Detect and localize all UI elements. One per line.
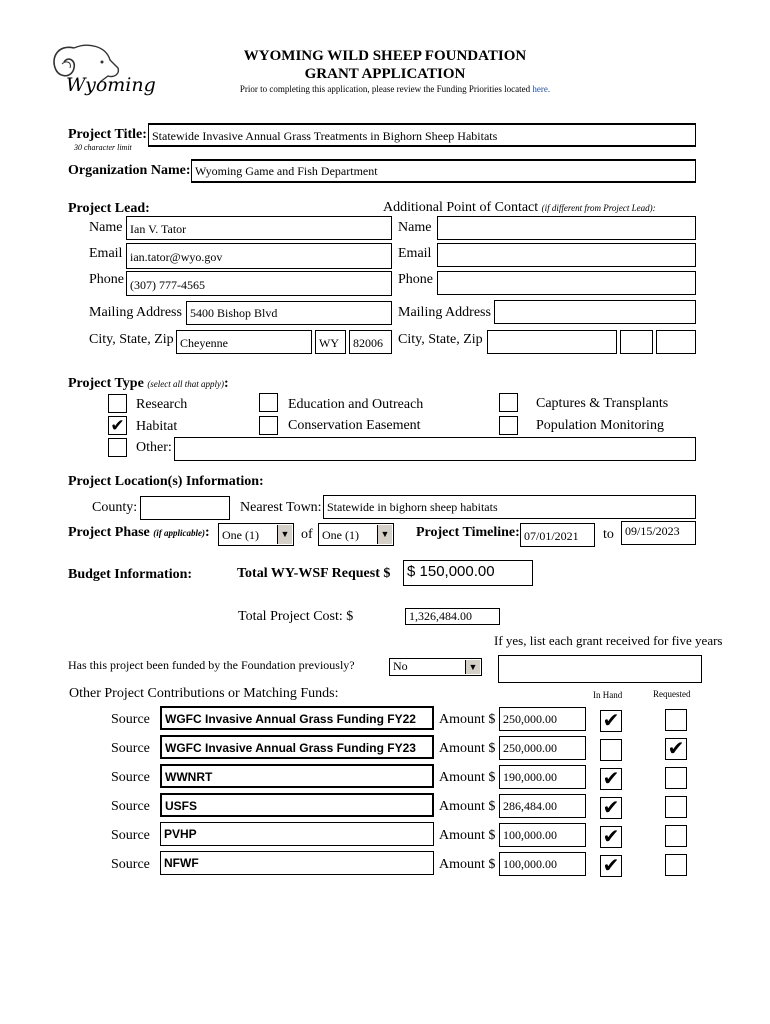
education-checkbox[interactable]: [259, 393, 278, 412]
requested-checkbox[interactable]: [665, 767, 687, 789]
other-input[interactable]: [174, 437, 696, 461]
source-label: Source: [111, 741, 150, 756]
title-line-1: WYOMING WILD SHEEP FOUNDATION: [243, 48, 527, 64]
additional-contact-label: Additional Point of Contact: [383, 200, 539, 215]
amount-label: Amount $: [439, 712, 496, 727]
contact-phone-label: Phone: [398, 272, 433, 287]
contact-email-label: Email: [398, 246, 432, 261]
dropdown-arrow-icon[interactable]: ▼: [377, 525, 392, 544]
project-type-hint: (select all that apply): [147, 379, 225, 389]
funded-question: Has this project been funded by the Foundation previously?: [68, 658, 355, 672]
in-hand-checkbox[interactable]: ✔: [600, 855, 622, 877]
requested-header: Requested: [653, 689, 691, 699]
source-label: Source: [111, 712, 150, 727]
subtitle: [0, 84, 770, 94]
project-lead-label: Project Lead:: [68, 201, 150, 216]
requested-checkbox[interactable]: [665, 709, 687, 731]
source-input[interactable]: USFS: [160, 793, 434, 817]
source-input[interactable]: WGFC Invasive Annual Grass Funding FY23: [160, 735, 434, 759]
amount-input[interactable]: 100,000.00: [499, 823, 586, 847]
funded-previously-value: No: [393, 659, 408, 673]
project-type-colon: :: [224, 376, 229, 391]
phase-current-value: One (1): [222, 528, 259, 542]
organization-input[interactable]: Wyoming Game and Fish Department: [191, 159, 696, 183]
monitoring-label: Population Monitoring: [536, 418, 664, 433]
amount-label: Amount $: [439, 770, 496, 785]
dropdown-arrow-icon[interactable]: ▼: [277, 525, 292, 544]
contact-mailing-input[interactable]: [494, 300, 696, 324]
of-label: of: [301, 527, 313, 542]
requested-checkbox[interactable]: [665, 825, 687, 847]
amount-input[interactable]: 286,484.00: [499, 794, 586, 818]
project-title-label: Project Title:: [68, 127, 147, 142]
requested-checkbox[interactable]: [665, 796, 687, 818]
amount-label: Amount $: [439, 828, 496, 843]
lead-city-label: City, State, Zip: [89, 332, 174, 347]
county-label: County:: [92, 500, 138, 515]
amount-input[interactable]: 190,000.00: [499, 765, 586, 789]
amount-label: Amount $: [439, 741, 496, 756]
funding-priorities-link[interactable]: here.: [532, 84, 551, 94]
source-label: Source: [111, 828, 150, 843]
contact-name-label: Name: [398, 220, 432, 235]
easement-label: Conservation Easement: [288, 418, 421, 433]
contact-phone-input[interactable]: [437, 271, 696, 295]
phase-total-select[interactable]: [318, 523, 394, 546]
contact-city-label: City, State, Zip: [398, 332, 483, 347]
in-hand-header: In Hand: [593, 690, 623, 700]
project-phase-heading: [68, 525, 210, 541]
project-title-input[interactable]: Statewide Invasive Annual Grass Treatments in Bighorn Sheep Habitats: [148, 123, 696, 147]
source-input[interactable]: WGFC Invasive Annual Grass Funding FY22: [160, 706, 434, 730]
lead-state-input[interactable]: WY: [315, 330, 346, 354]
timeline-end-input[interactable]: 09/15/2023: [621, 521, 696, 545]
character-limit-hint: 30 character limit: [74, 143, 132, 152]
subtitle-text: Prior to completing this application, please review the Funding Priorities located: [239, 84, 533, 94]
in-hand-checkbox[interactable]: [600, 739, 622, 761]
lead-mailing-label: Mailing Address: [89, 305, 182, 320]
total-cost-input[interactable]: 1,326,484.00: [405, 608, 500, 625]
lead-name-label: Name: [89, 220, 123, 235]
timeline-label: Project Timeline:: [416, 525, 520, 540]
project-phase-hint: (if applicable): [153, 528, 205, 538]
lead-phone-label: Phone: [89, 272, 124, 287]
location-label: Project Location(s) Information:: [68, 474, 264, 489]
project-type-label: Project Type: [68, 376, 144, 391]
easement-checkbox[interactable]: [259, 416, 278, 435]
lead-zip-input[interactable]: 82006: [349, 330, 392, 354]
contact-state-input[interactable]: [620, 330, 653, 354]
research-label: Research: [136, 397, 188, 412]
habitat-checkbox[interactable]: ✔: [108, 416, 127, 435]
project-phase-label: Project Phase: [68, 525, 150, 540]
to-label: to: [603, 527, 614, 542]
contact-email-input[interactable]: [437, 243, 696, 267]
monitoring-checkbox[interactable]: [499, 416, 518, 435]
lead-email-label: Email: [89, 246, 123, 261]
budget-label: Budget Information:: [68, 567, 193, 582]
captures-label: Captures & Transplants: [536, 396, 669, 411]
wsf-request-label: Total WY-WSF Request $: [237, 566, 391, 581]
source-label: Source: [111, 799, 150, 814]
contact-zip-input[interactable]: [656, 330, 696, 354]
additional-contact-hint: (if different from Project Lead):: [541, 203, 656, 213]
title-line-2: GRANT APPLICATION: [304, 66, 466, 82]
amount-input[interactable]: 250,000.00: [499, 707, 586, 731]
dropdown-arrow-icon[interactable]: ▼: [465, 660, 480, 674]
captures-checkbox[interactable]: [499, 393, 518, 412]
source-input[interactable]: PVHP: [160, 822, 434, 846]
other-label: Other:: [136, 440, 172, 455]
nearest-town-input[interactable]: Statewide in bighorn sheep habitats: [323, 495, 696, 519]
page-title: [0, 47, 770, 83]
in-hand-checkbox[interactable]: ✔: [600, 826, 622, 848]
requested-checkbox[interactable]: ✔: [665, 738, 687, 760]
contact-name-input[interactable]: [437, 216, 696, 240]
amount-input[interactable]: 100,000.00: [499, 852, 586, 876]
in-hand-checkbox[interactable]: ✔: [600, 710, 622, 732]
other-checkbox[interactable]: [108, 438, 127, 457]
project-phase-colon: :: [205, 525, 210, 540]
habitat-label: Habitat: [136, 419, 178, 434]
additional-contact-heading: [383, 200, 656, 216]
research-checkbox[interactable]: [108, 394, 127, 413]
organization-label: Organization Name:: [68, 163, 191, 178]
county-input[interactable]: [140, 496, 230, 520]
project-type-heading: [68, 376, 229, 392]
in-hand-checkbox[interactable]: ✔: [600, 768, 622, 790]
in-hand-checkbox[interactable]: ✔: [600, 797, 622, 819]
amount-label: Amount $: [439, 857, 496, 872]
amount-input[interactable]: 250,000.00: [499, 736, 586, 760]
source-label: Source: [111, 857, 150, 872]
lead-email-input[interactable]: ian.tator@wyo.gov: [126, 243, 392, 269]
source-label: Source: [111, 770, 150, 785]
phase-current-select[interactable]: [218, 523, 294, 546]
requested-checkbox[interactable]: [665, 854, 687, 876]
grants-list-label: If yes, list each grant received for five years: [494, 633, 723, 648]
source-input[interactable]: NFWF: [160, 851, 434, 875]
lead-name-input[interactable]: Ian V. Tator: [126, 216, 392, 240]
source-input[interactable]: WWNRT: [160, 764, 434, 788]
grants-list-input[interactable]: [498, 655, 702, 683]
phase-total-value: One (1): [322, 528, 359, 542]
total-cost-label: Total Project Cost: $: [238, 609, 354, 624]
nearest-town-label: Nearest Town:: [240, 500, 322, 515]
lead-mailing-input[interactable]: 5400 Bishop Blvd: [186, 301, 392, 325]
wsf-request-input[interactable]: $ 150,000.00: [403, 560, 533, 586]
education-label: Education and Outreach: [288, 397, 424, 412]
contact-city-input[interactable]: [487, 330, 617, 354]
timeline-start-input[interactable]: 07/01/2021: [520, 523, 595, 547]
logo-text: Wyoming: [66, 74, 156, 96]
funded-previously-select[interactable]: [389, 658, 482, 676]
contact-mailing-label: Mailing Address: [398, 305, 491, 320]
lead-city-input[interactable]: Cheyenne: [176, 330, 312, 354]
contributions-label: Other Project Contributions or Matching Funds:: [69, 686, 339, 701]
amount-label: Amount $: [439, 799, 496, 814]
lead-phone-input[interactable]: (307) 777-4565: [126, 271, 392, 296]
